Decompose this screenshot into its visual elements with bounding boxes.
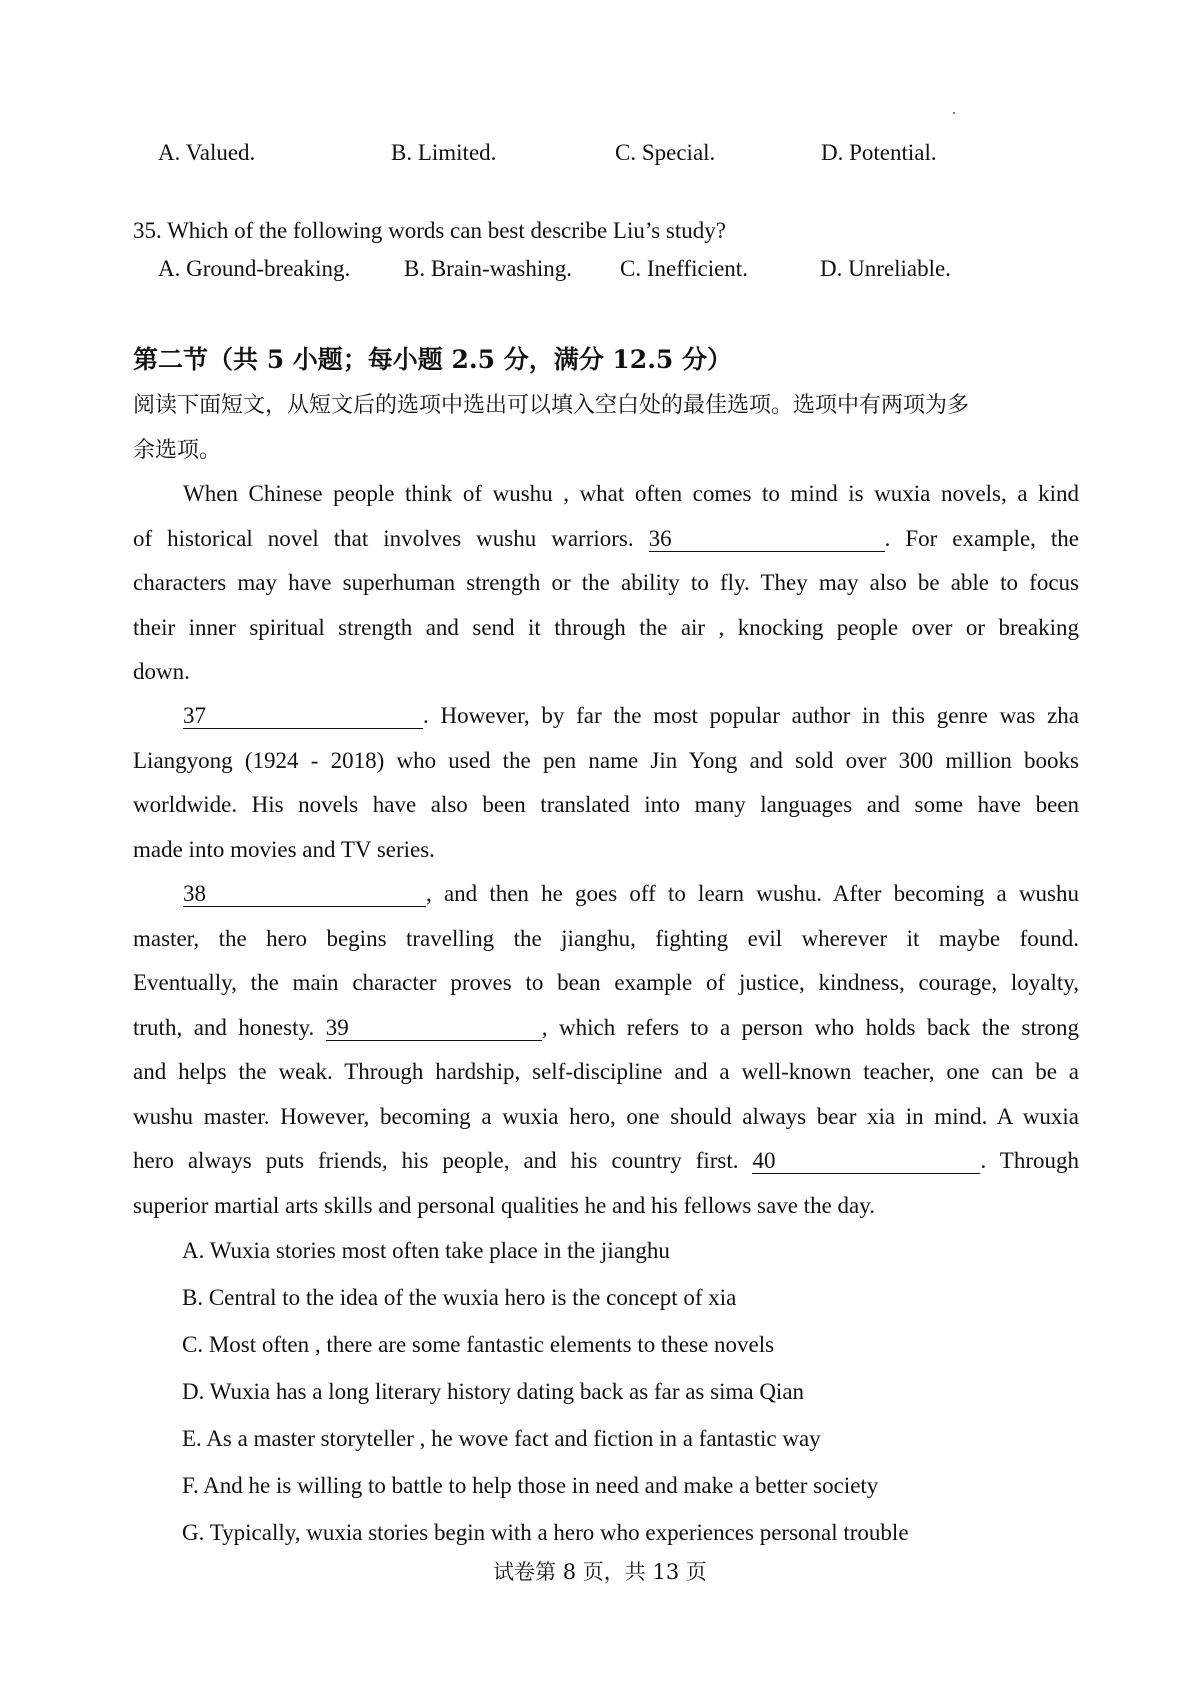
passage-line: master, the hero begins travelling the jianghu, fighting evil wherever it maybe found.	[133, 925, 1079, 951]
passage-paragraph-3	[133, 872, 1079, 1228]
passage-paragraph-2	[133, 694, 1079, 872]
passage-text: hero always puts friends, his people, and his country first.	[133, 1148, 739, 1173]
scan-speck	[953, 112, 955, 114]
q34-option-c[interactable]: C. Special.	[615, 140, 716, 165]
passage-text: . However, by far the most popular author in this genre was zha	[423, 703, 1079, 728]
section-title: 第二节（共 5 小题；每小题 2.5 分，满分 12.5 分）	[133, 345, 733, 374]
passage-text: . For example, the	[884, 525, 1079, 551]
passage-line: characters may have superhuman strength or the ability to fly. They may also be able to focus	[133, 570, 1079, 595]
passage-line: their inner spiritual strength and send it through the air , knocking people over or breaking	[133, 614, 1079, 640]
q35-option-d[interactable]: D. Unreliable.	[820, 256, 951, 281]
q35-option-b[interactable]: B. Brain-washing.	[404, 256, 573, 281]
passage-line	[133, 1139, 1079, 1184]
blank-37[interactable]: 37	[183, 704, 423, 729]
passage-text: . Through	[980, 1148, 1080, 1173]
passage-text: , and then he goes off to learn wushu. After becoming a wushu	[426, 881, 1079, 906]
q34-options	[0, 140, 1200, 172]
passage-line: Liangyong (1924 - 2018) who used the pen name Jin Yong and sold over 300 million books	[133, 747, 1079, 773]
passage-line: down.	[133, 659, 190, 684]
passage-line: and helps the weak. Through hardship, self-discipline and a well-known teacher, one can be a	[133, 1059, 1079, 1084]
choice-g[interactable]: G. Typically, wuxia stories begin with a hero who experiences personal trouble	[182, 1520, 909, 1545]
q35-options	[0, 256, 1200, 288]
blank-39[interactable]: 39	[326, 1016, 542, 1041]
page-footer: 试卷第 8 页，共 13 页	[493, 1560, 707, 1584]
passage-text: , which refers to a person who holds back the strong	[541, 1014, 1079, 1040]
passage-line: wushu master. However, becoming a wuxia hero, one should always bear xia in mind. A wuxia	[133, 1103, 1079, 1129]
passage-line	[133, 517, 1079, 562]
blank-38[interactable]: 38	[183, 882, 426, 907]
passage-line	[133, 1006, 1079, 1051]
passage-text: of historical novel that involves wushu warriors.	[133, 525, 634, 551]
passage-line: worldwide. His novels have also been translated into many languages and some have been	[133, 792, 1079, 817]
choice-b[interactable]: B. Central to the idea of the wuxia hero is the concept of xia	[182, 1285, 737, 1310]
q34-option-a[interactable]: A. Valued.	[158, 140, 256, 165]
passage-paragraph-1	[133, 472, 1079, 695]
q35-option-c[interactable]: C. Inefficient.	[620, 256, 748, 281]
choice-a[interactable]: A. Wuxia stories most often take place in the jianghu	[182, 1238, 670, 1263]
q35-stem: 35. Which of the following words can best describe Liu’s study?	[133, 218, 726, 243]
section-instruction-line2: 余选项。	[133, 438, 222, 463]
section-instruction-line1: 阅读下面短文，从短文后的选项中选出可以填入空白处的最佳选项。选项中有两项为多	[133, 393, 970, 418]
blank-40[interactable]: 40	[752, 1149, 980, 1174]
passage-text: truth, and honesty.	[133, 1014, 315, 1040]
choice-d[interactable]: D. Wuxia has a long literary history dating back as far as sima Qian	[182, 1379, 805, 1404]
q35-option-a[interactable]: A. Ground-breaking.	[158, 256, 351, 281]
passage-line: When Chinese people think of wushu , what often comes to mind is wuxia novels, a kind	[183, 481, 1079, 506]
passage-line	[133, 872, 1079, 917]
choice-e[interactable]: E. As a master storyteller , he wove fact and fiction in a fantastic way	[182, 1426, 821, 1451]
choice-f[interactable]: F. And he is willing to battle to help those in need and make a better society	[182, 1473, 879, 1498]
passage-line: superior martial arts skills and personal qualities he and his fellows save the day.	[133, 1192, 875, 1218]
q34-option-b[interactable]: B. Limited.	[391, 140, 497, 165]
choice-c[interactable]: C. Most often , there are some fantastic elements to these novels	[182, 1332, 775, 1357]
passage-line: made into movies and TV series.	[133, 836, 435, 862]
passage-line: Eventually, the main character proves to bean example of justice, kindness, courage, loyalty,	[133, 970, 1079, 995]
blank-36[interactable]: 36	[649, 527, 885, 552]
q34-option-d[interactable]: D. Potential.	[821, 140, 937, 165]
passage-line	[133, 694, 1079, 739]
